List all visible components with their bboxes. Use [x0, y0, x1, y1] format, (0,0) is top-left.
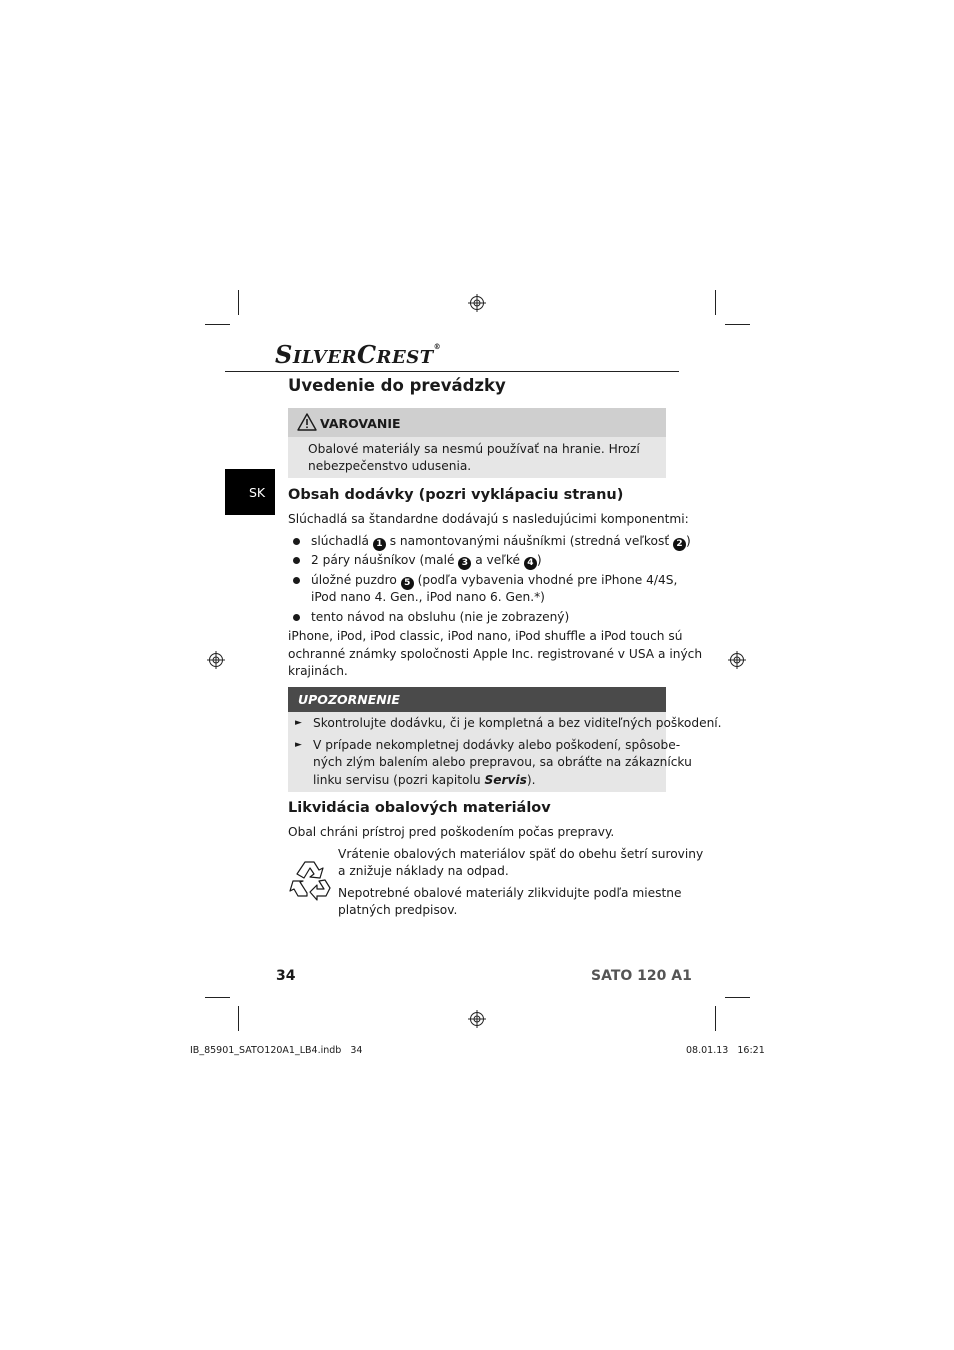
- number-badge: 2: [673, 538, 686, 551]
- disposal-text: Nepotrebné obalové materiály zlikvidujte podľa miestne: [338, 886, 682, 900]
- disposal-text: a znižuje náklady na odpad.: [338, 864, 509, 878]
- bullet-icon: [293, 538, 300, 545]
- registration-mark-icon: [207, 651, 225, 669]
- section-title: Uvedenie do prevádzky: [288, 376, 506, 395]
- notice-title: UPOZORNENIE: [298, 692, 400, 707]
- bullet-icon: [293, 577, 300, 584]
- print-slug-left: IB_85901_SATO120A1_LB4.indb 34: [190, 1045, 363, 1056]
- brand-logo: SILVERCREST®: [275, 340, 442, 369]
- notice-item: Skontrolujte dodávku, či je kompletná a bez viditeľných poškodení.: [313, 716, 722, 730]
- crop-mark: [725, 997, 750, 998]
- disposal-title: Likvidácia obalových materiálov: [288, 800, 551, 816]
- crop-mark: [205, 324, 230, 325]
- notice-item-continuation: ných zlým balením alebo prepravou, sa obráťte na zákaznícku: [313, 755, 692, 769]
- crop-mark: [715, 1006, 716, 1031]
- crop-mark: [205, 997, 230, 998]
- disposal-text: Vrátenie obalových materiálov späť do obehu šetrí suroviny: [338, 847, 704, 861]
- registration-mark-icon: [468, 1010, 486, 1028]
- header-rule: [225, 371, 679, 372]
- warning-text-line: Obalové materiály sa nesmú používať na hranie. Hrozí: [308, 442, 640, 456]
- list-item: slúchadlá 1 s namontovanými náušníkmi (stredná veľkosť 2 ): [311, 534, 691, 549]
- arrow-right-icon: ►: [295, 718, 302, 728]
- model-name: SATO 120 A1: [591, 968, 692, 984]
- bullet-icon: [293, 557, 300, 564]
- disposal-intro: Obal chráni prístroj pred poškodením počas prepravy.: [288, 825, 615, 839]
- list-item: úložné puzdro 5 (podľa vybavenia vhodné pre iPhone 4/4S,: [311, 573, 678, 588]
- registration-mark-icon: [468, 294, 486, 312]
- crop-mark: [238, 290, 239, 315]
- number-badge: 4: [524, 557, 537, 570]
- crop-mark: [715, 290, 716, 315]
- language-tab: SK: [225, 469, 275, 515]
- delivery-intro: Slúchadlá sa štandardne dodávajú s nasledujúcimi komponentmi:: [288, 512, 689, 526]
- page-number: 34: [276, 968, 296, 984]
- trademark-text: krajinách.: [288, 664, 348, 678]
- notice-item: V prípade nekompletnej dodávky alebo poškodení, spôsobe-: [313, 738, 681, 752]
- list-item: 2 páry náušníkov (malé 3 a veľké 4 ): [311, 553, 542, 568]
- disposal-text: platných predpisov.: [338, 903, 458, 917]
- print-slug-right: 08.01.13 16:21: [686, 1045, 765, 1056]
- arrow-right-icon: ►: [295, 740, 302, 750]
- warning-triangle-icon: [297, 413, 317, 431]
- crop-mark: [725, 324, 750, 325]
- notice-item-continuation: linku servisu (pozri kapitolu Servis).: [313, 773, 536, 787]
- bullet-icon: [293, 614, 300, 621]
- number-badge: 5: [401, 577, 414, 590]
- trademark-text: ochranné známky spoločnosti Apple Inc. registrované v USA a iných: [288, 647, 703, 661]
- crop-mark: [238, 1006, 239, 1031]
- number-badge: 3: [458, 557, 471, 570]
- list-item: tento návod na obsluhu (nie je zobrazený): [311, 610, 570, 624]
- delivery-title: Obsah dodávky (pozri vyklápaciu stranu): [288, 487, 624, 503]
- recycle-icon: [288, 858, 336, 904]
- list-item-continuation: iPod nano 4. Gen., iPod nano 6. Gen.*): [311, 590, 545, 604]
- number-badge: 1: [373, 538, 386, 551]
- warning-title: VAROVANIE: [320, 416, 401, 431]
- registration-mark-icon: [728, 651, 746, 669]
- trademark-text: iPhone, iPod, iPod classic, iPod nano, iPod shuffle a iPod touch sú: [288, 629, 683, 643]
- warning-text-line: nebezpečenstvo udusenia.: [308, 459, 472, 473]
